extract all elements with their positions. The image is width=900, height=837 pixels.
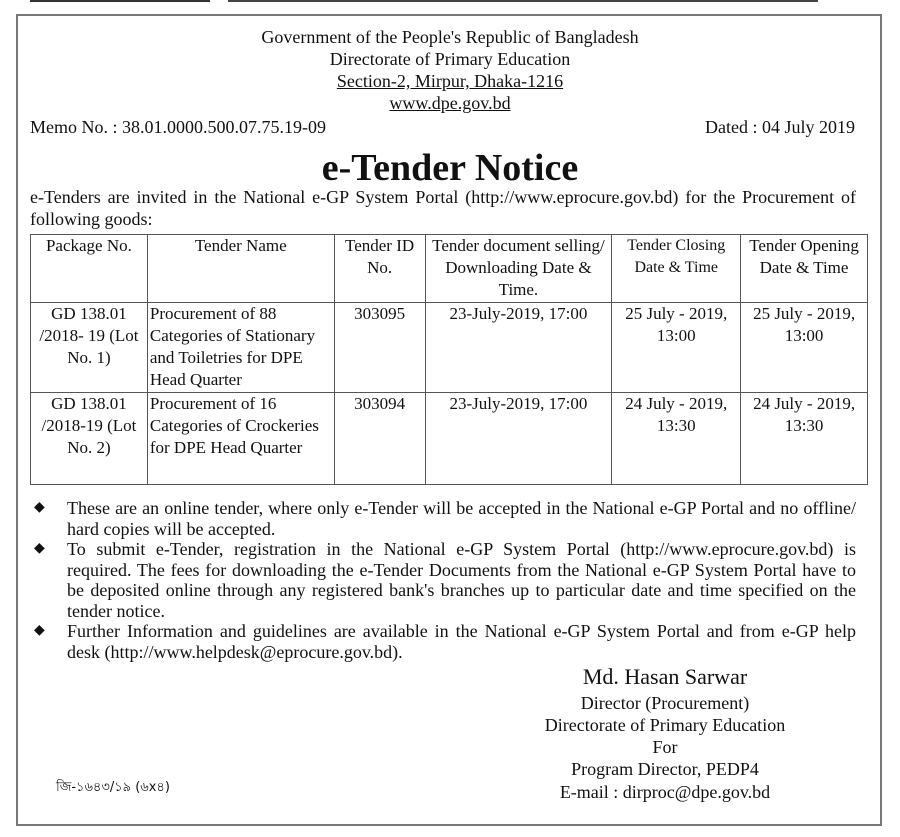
website-link[interactable]: www.dpe.gov.bd [389, 93, 511, 113]
closing-date-cell: 25 July - 2019, 13:00 [612, 303, 741, 393]
col-header-tender-id: Tender ID No. [334, 235, 425, 303]
list-item [30, 621, 856, 662]
signatory-name: Md. Hasan Sarwar [582, 664, 748, 689]
govt-heading: Government of the People's Republic of Bangladesh [261, 27, 639, 47]
terms-list [30, 498, 856, 662]
list-item [30, 539, 856, 621]
ad-code: জি-১৬৪৩/১৯ (৬x৪) [56, 780, 170, 795]
directorate-heading: Directorate of Primary Education [329, 49, 571, 69]
top-cropped-strip [0, 0, 900, 10]
package-cell: GD 138.01 /2018- 19 (Lot No. 1) [31, 303, 148, 393]
diamond-bullet-icon: ◆ [34, 500, 45, 515]
page-title: e-Tender Notice [321, 147, 579, 189]
signatory-email[interactable]: E-mail : dirproc@dpe.gov.bd [559, 782, 771, 802]
list-item [30, 498, 856, 539]
address-heading [0, 70, 900, 92]
col-header-tender-name: Tender Name [147, 235, 334, 303]
opening-date-cell: 24 July - 2019, 13:30 [741, 393, 868, 485]
website-heading [0, 92, 900, 114]
tender-name-cell: Procurement of 88 Categories of Stationary and Toiletries for DPE Head Quarter [147, 303, 334, 393]
diamond-bullet-icon: ◆ [34, 541, 45, 556]
table-row [31, 303, 868, 393]
tender-id-cell: 303095 [334, 303, 425, 393]
memo-number: Memo No. : 38.01.0000.500.07.75.19-09 [30, 117, 326, 137]
tender-id-cell: 303094 [334, 393, 425, 485]
col-header-selling-date: Tender document selling/ Downloading Date & Time. [425, 235, 612, 303]
intro-paragraph: e-Tenders are invited in the National e-GP System Portal (http://www.eprocure.gov.bd) for the Procurement of following goods: [30, 187, 856, 229]
list-item-text: Further Information and guidelines are available in the National e-GP System Portal and from e-GP help desk (http://www.helpdesk@eprocure.gov.bd). [67, 621, 856, 662]
closing-date-cell: 24 July - 2019, 13:30 [612, 393, 741, 485]
divider [30, 0, 210, 2]
selling-date-cell: 23-July-2019, 17:00 [425, 303, 612, 393]
signatory-on-behalf: Program Director, PEDP4 [571, 759, 759, 779]
tender-name-cell: Procurement of 16 Categories of Crockeries for DPE Head Quarter [147, 393, 334, 485]
opening-date-cell: 25 July - 2019, 13:00 [741, 303, 868, 393]
list-item-text: These are an online tender, where only e-Tender will be accepted in the National e-GP Portal and no offline/ hard copies will be accepted. [67, 498, 856, 539]
col-header-package: Package No. [31, 235, 148, 303]
list-item-text: To submit e-Tender, registration in the National e-GP System Portal (http://www.eprocure.gov.bd) is required. The fees for downloading the e-Tender Documents from the National e-GP System Portal have to be deposited online through any registered bank's branches up to particular date and time specified on the tender notice. [67, 539, 856, 621]
col-header-closing-date: Tender Closing Date & Time [612, 235, 741, 303]
divider [228, 0, 818, 2]
diamond-bullet-icon: ◆ [34, 623, 45, 638]
signatory-designation: Director (Procurement) [580, 693, 750, 713]
notice-date: Dated : 04 July 2019 [705, 117, 855, 137]
signatory-office: Directorate of Primary Education [544, 715, 786, 735]
signatory-for: For [652, 737, 678, 757]
col-header-opening-date: Tender Opening Date & Time [741, 235, 868, 303]
tender-table [30, 234, 868, 485]
selling-date-cell: 23-July-2019, 17:00 [425, 393, 612, 485]
address-text: Section-2, Mirpur, Dhaka-1216 [336, 71, 564, 91]
table-row [31, 393, 868, 485]
package-cell: GD 138.01 /2018-19 (Lot No. 2) [31, 393, 148, 485]
